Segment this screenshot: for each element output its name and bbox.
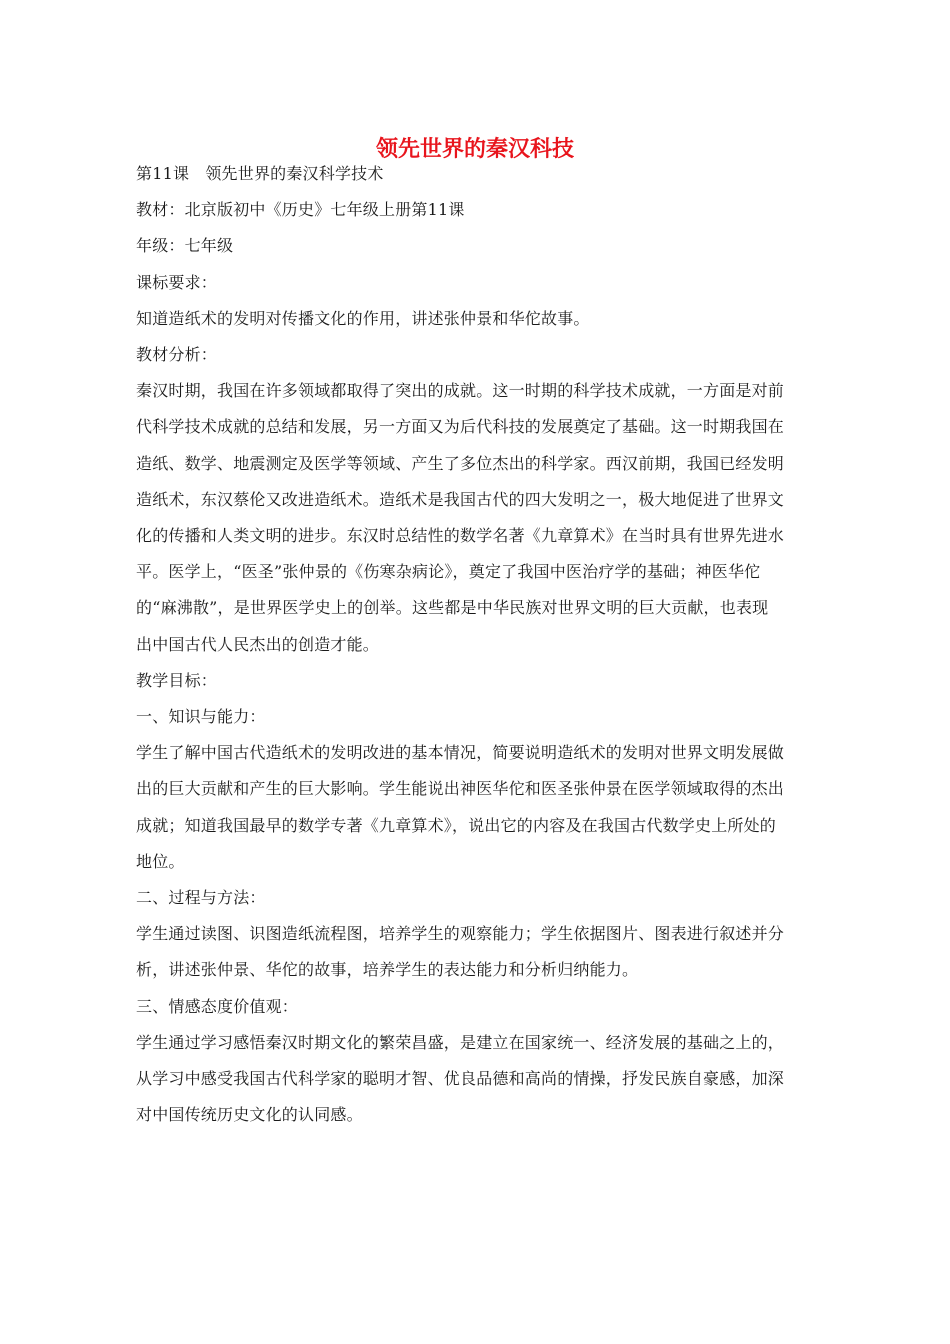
goals-heading: 教学目标： xyxy=(136,670,218,690)
standard-heading: 课标要求： xyxy=(136,272,218,292)
paragraph-line: 代科学技术成就的总结和发展，另一方面又为后代科技的发展奠定了基础。这一时期我国在 xyxy=(136,417,785,437)
paragraph-line: 地位。 xyxy=(136,851,185,871)
paragraph-line: 的“麻沸散”，是世界医学史上的创举。这些都是中华民族对世界文明的巨大贡献，也表现 xyxy=(136,598,769,618)
goal2-heading: 二、过程与方法： xyxy=(136,888,266,908)
document-body xyxy=(136,156,816,1133)
paragraph-line: 从学习中感受我国古代科学家的聪明才智、优良品德和高尚的情操，抒发民族自豪感，加深 xyxy=(136,1069,785,1089)
goal1-paragraph xyxy=(136,735,816,880)
textbook-line: 教材：北京版初中《历史》七年级上册第11课 xyxy=(136,200,465,220)
paragraph-line: 学生通过读图、识图造纸流程图，培养学生的观察能力；学生依据图片、图表进行叙述并分 xyxy=(136,924,785,944)
lesson-line: 第11课 领先世界的秦汉科学技术 xyxy=(136,164,384,183)
analysis-paragraph xyxy=(136,373,816,663)
goal3-paragraph xyxy=(136,1025,816,1134)
paragraph-line: 成就；知道我国最早的数学专著《九章算术》，说出它的内容及在我国古代数学史上所处的 xyxy=(136,815,777,835)
paragraph-line: 出的巨大贡献和产生的巨大影响。学生能说出神医华佗和医圣张仲景在医学领域取得的杰出 xyxy=(136,779,785,799)
paragraph-line: 造纸术，东汉蔡伦又改进造纸术。造纸术是我国古代的四大发明之一，极大地促进了世界文 xyxy=(136,489,785,509)
goal2-paragraph xyxy=(136,916,816,988)
goal1-heading: 一、知识与能力： xyxy=(136,707,266,727)
goal3-heading: 三、情感态度价值观： xyxy=(136,996,299,1016)
paragraph-line: 对中国传统历史文化的认同感。 xyxy=(136,1105,363,1125)
grade-line: 年级：七年级 xyxy=(136,236,234,256)
document-title: 领先世界的秦汉科技 xyxy=(375,137,574,162)
analysis-heading: 教材分析： xyxy=(136,345,218,365)
paragraph-line: 学生通过学习感悟秦汉时期文化的繁荣昌盛，是建立在国家统一、经济发展的基础之上的， xyxy=(136,1032,785,1052)
paragraph-line: 秦汉时期，我国在许多领域都取得了突出的成就。这一时期的科学技术成就，一方面是对前 xyxy=(136,381,785,401)
paragraph-line: 学生了解中国古代造纸术的发明改进的基本情况，简要说明造纸术的发明对世界文明发展做 xyxy=(136,743,785,763)
standard-text: 知道造纸术的发明对传播文化的作用，讲述张仲景和华佗故事。 xyxy=(136,308,590,328)
paragraph-line: 析，讲述张仲景、华佗的故事，培养学生的表达能力和分析归纳能力。 xyxy=(136,960,639,980)
paragraph-line: 出中国古代人民杰出的创造才能。 xyxy=(136,634,380,654)
paragraph-line: 造纸、数学、地震测定及医学等领域、产生了多位杰出的科学家。西汉前期，我国已经发明 xyxy=(136,453,785,473)
paragraph-line: 化的传播和人类文明的进步。东汉时总结性的数学名著《九章算术》在当时具有世界先进水 xyxy=(136,526,785,546)
paragraph-line: 平。医学上，“医圣”张仲景的《伤寒杂病论》，奠定了我国中医治疗学的基础；神医华佗 xyxy=(136,562,761,582)
